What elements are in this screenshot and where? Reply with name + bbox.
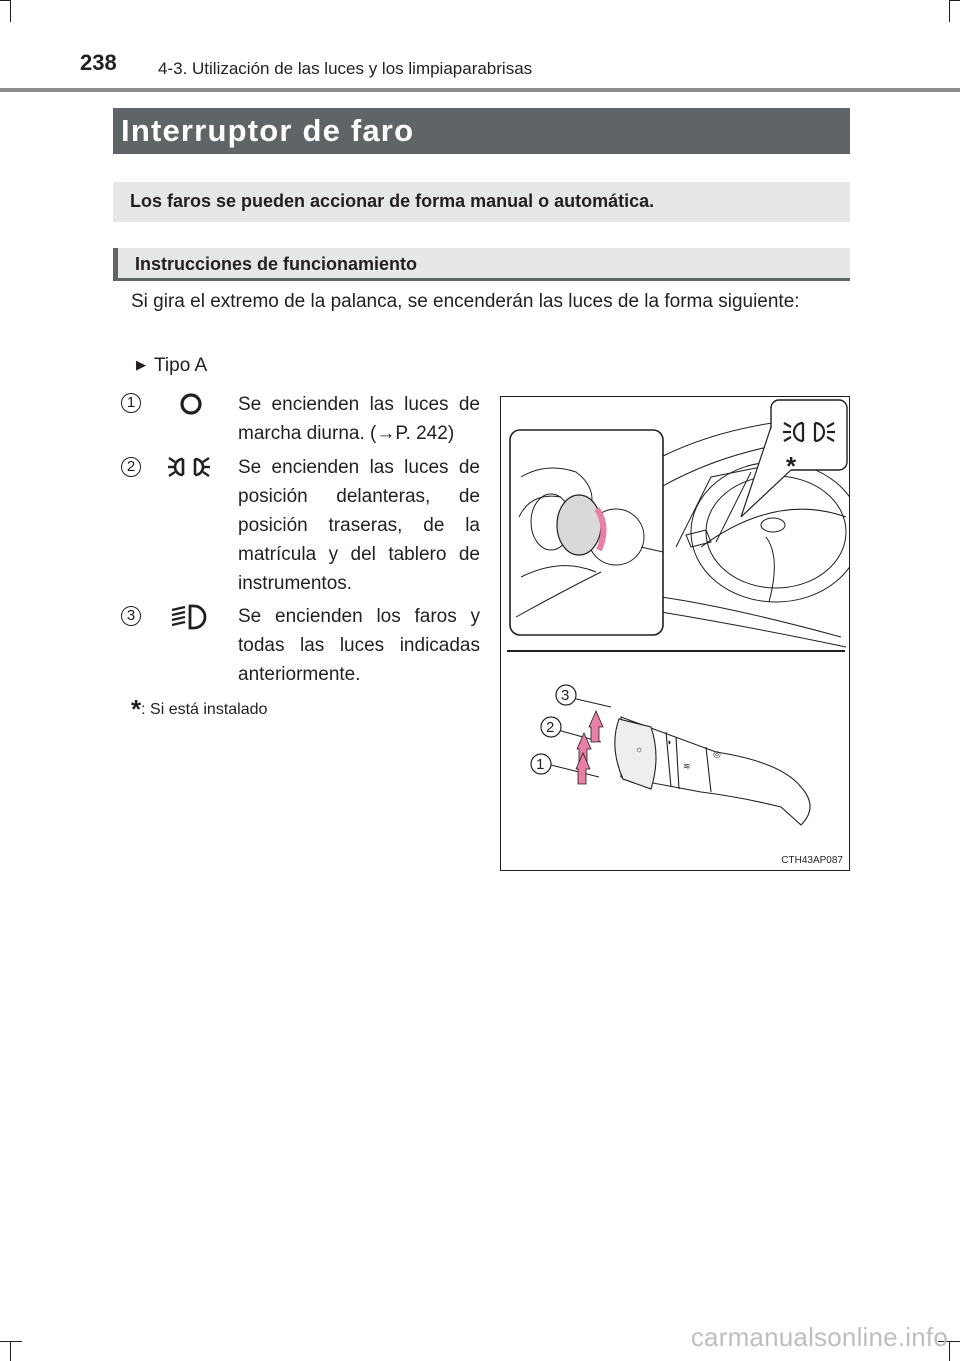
item-number: 3 (121, 606, 141, 626)
item-text: Se encienden los faros y todas las luces indicadas anteriormente. (238, 606, 480, 685)
crop-mark (950, 0, 960, 1)
subheading: Instrucciones de funcionamiento (113, 248, 850, 281)
daytime-running-light-icon (176, 392, 206, 421)
illustration (500, 396, 850, 871)
item-text: Se encienden las luces de marcha diurna. (→P. 242) (238, 394, 480, 444)
intro-box: Los faros se pueden accionar de forma manual o automática. (113, 182, 850, 222)
svg-text:◎: ◎ (713, 749, 721, 759)
crop-mark (0, 0, 10, 1)
item-number: 2 (121, 457, 141, 477)
item-number: 1 (121, 393, 141, 413)
page-number: 238 (80, 50, 117, 75)
crop-mark (10, 1341, 11, 1361)
type-label-text: Tipo A (154, 355, 208, 376)
footnote-marker: * (131, 694, 142, 724)
crop-mark (10, 0, 11, 22)
callout-number: 2 (546, 719, 555, 736)
header-rule (0, 88, 960, 92)
footnote-text: : Si está instalado (141, 701, 268, 718)
crop-mark (949, 0, 950, 22)
svg-text:◑: ◑ (666, 737, 672, 747)
footnote (131, 694, 267, 725)
callout-number: 1 (536, 756, 545, 773)
running-head: 4-3. Utilización de las luces y los limpiaparabrisas (158, 59, 533, 78)
svg-text:☼: ☼ (635, 744, 644, 754)
type-label (136, 352, 207, 379)
body-paragraph: Si gira el extremo de la palanca, se encenderán las luces de la forma siguiente: (131, 291, 800, 312)
crop-mark (949, 1341, 950, 1361)
watermark: carmanualsonline.info (690, 1322, 948, 1352)
figure-asterisk: * (786, 451, 797, 481)
callout-number: 3 (561, 687, 570, 704)
section-title: Interruptor de faro (113, 108, 850, 154)
triangle-bullet-icon: ▶ (136, 357, 146, 372)
item-text: Se encienden las luces de posición delanteras, de posición traseras, de la matrícula y del tablero de instrumentos. (238, 457, 480, 594)
figure-code: CTH43AP087 (781, 855, 843, 866)
illustration-drawing (501, 397, 850, 871)
svg-text:≋: ≋ (683, 761, 691, 771)
headlight-icon (170, 603, 210, 636)
position-lights-icon (166, 454, 212, 485)
crop-mark (0, 1341, 22, 1342)
